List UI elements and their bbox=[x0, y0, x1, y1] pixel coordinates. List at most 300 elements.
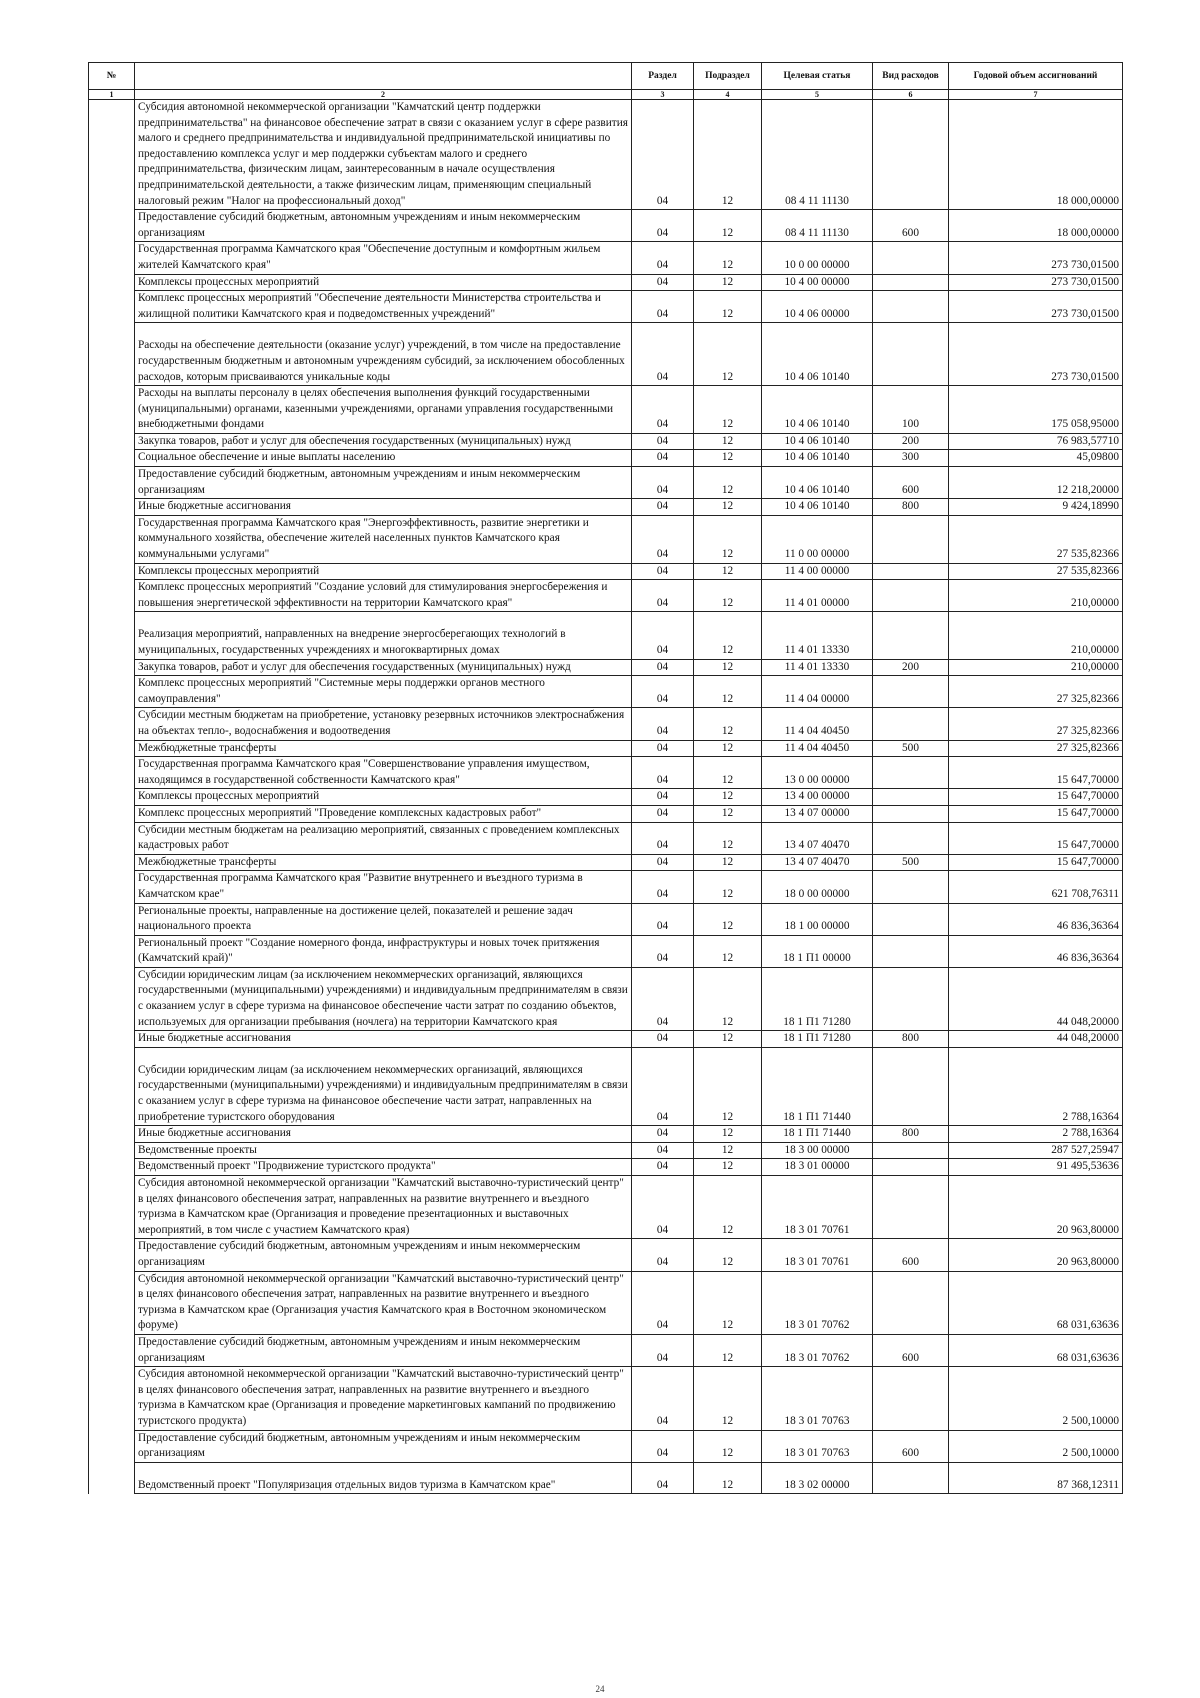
row-target-code: 10 0 00 00000 bbox=[762, 242, 873, 274]
row-target-code: 18 3 01 70762 bbox=[762, 1271, 873, 1334]
row-target-code: 08 4 11 11130 bbox=[762, 210, 873, 242]
table-row bbox=[89, 1159, 1123, 1176]
page-number: 24 bbox=[595, 1684, 605, 1694]
row-expense-type: 300 bbox=[873, 450, 949, 467]
row-number-cell bbox=[89, 740, 135, 757]
row-number-cell bbox=[89, 1031, 135, 1048]
row-number-cell bbox=[89, 822, 135, 854]
row-expense-type bbox=[873, 323, 949, 386]
row-description: Ведомственный проект "Популяризация отдельных видов туризма в Камчатском крае" bbox=[135, 1462, 632, 1494]
row-razdel: 04 bbox=[632, 708, 694, 740]
table-row bbox=[89, 1239, 1123, 1271]
row-number-cell bbox=[89, 1367, 135, 1430]
row-number-cell bbox=[89, 676, 135, 708]
row-podrazdel: 12 bbox=[694, 805, 762, 822]
row-podrazdel: 12 bbox=[694, 580, 762, 612]
row-podrazdel: 12 bbox=[694, 1142, 762, 1159]
row-razdel: 04 bbox=[632, 291, 694, 323]
row-expense-type: 800 bbox=[873, 1031, 949, 1048]
table-row bbox=[89, 935, 1123, 967]
row-number-cell bbox=[89, 563, 135, 580]
table-row bbox=[89, 563, 1123, 580]
row-number-cell bbox=[89, 967, 135, 1030]
row-amount: 15 647,70000 bbox=[949, 789, 1123, 806]
table-row bbox=[89, 499, 1123, 516]
row-podrazdel: 12 bbox=[694, 1159, 762, 1176]
row-razdel: 04 bbox=[632, 659, 694, 676]
row-target-code: 18 1 П1 00000 bbox=[762, 935, 873, 967]
row-amount: 15 647,70000 bbox=[949, 854, 1123, 871]
row-number-cell bbox=[89, 935, 135, 967]
row-amount: 20 963,80000 bbox=[949, 1239, 1123, 1271]
row-target-code: 18 3 01 70763 bbox=[762, 1430, 873, 1462]
row-podrazdel: 12 bbox=[694, 467, 762, 499]
row-podrazdel: 12 bbox=[694, 1430, 762, 1462]
row-target-code: 18 1 00 00000 bbox=[762, 903, 873, 935]
row-razdel: 04 bbox=[632, 1462, 694, 1494]
row-amount: 46 836,36364 bbox=[949, 935, 1123, 967]
row-podrazdel: 12 bbox=[694, 386, 762, 434]
column-number: 7 bbox=[949, 90, 1123, 100]
row-description: Комплекс процессных мероприятий "Создание условий для стимулирования энергосбережения и повышения энергетической эффективности на территории Камчатского края" bbox=[135, 580, 632, 612]
row-target-code: 10 4 06 00000 bbox=[762, 291, 873, 323]
row-amount: 175 058,95000 bbox=[949, 386, 1123, 434]
header-podrazdel: Подраздел bbox=[694, 63, 762, 90]
table-row bbox=[89, 242, 1123, 274]
row-amount: 210,00000 bbox=[949, 659, 1123, 676]
row-razdel: 04 bbox=[632, 1159, 694, 1176]
row-razdel: 04 bbox=[632, 386, 694, 434]
row-number-cell bbox=[89, 1142, 135, 1159]
row-podrazdel: 12 bbox=[694, 274, 762, 291]
row-amount: 15 647,70000 bbox=[949, 805, 1123, 822]
table-row bbox=[89, 1334, 1123, 1366]
row-number-cell bbox=[89, 580, 135, 612]
row-podrazdel: 12 bbox=[694, 789, 762, 806]
row-target-code: 18 1 П1 71440 bbox=[762, 1047, 873, 1125]
row-podrazdel: 12 bbox=[694, 822, 762, 854]
row-razdel: 04 bbox=[632, 100, 694, 210]
row-expense-type bbox=[873, 291, 949, 323]
row-number-cell bbox=[89, 1462, 135, 1494]
row-expense-type bbox=[873, 100, 949, 210]
row-amount: 44 048,20000 bbox=[949, 967, 1123, 1030]
row-razdel: 04 bbox=[632, 822, 694, 854]
table-row bbox=[89, 612, 1123, 659]
row-podrazdel: 12 bbox=[694, 499, 762, 516]
row-podrazdel: 12 bbox=[694, 100, 762, 210]
row-description: Предоставление субсидий бюджетным, автономным учреждениям и иным некоммерческим организациям bbox=[135, 467, 632, 499]
row-expense-type bbox=[873, 757, 949, 789]
row-podrazdel: 12 bbox=[694, 612, 762, 659]
row-razdel: 04 bbox=[632, 499, 694, 516]
row-description: Государственная программа Камчатского края "Развитие внутреннего и въездного туризма в Камчатском крае" bbox=[135, 871, 632, 903]
row-expense-type bbox=[873, 1047, 949, 1125]
row-razdel: 04 bbox=[632, 676, 694, 708]
row-podrazdel: 12 bbox=[694, 757, 762, 789]
row-number-cell bbox=[89, 757, 135, 789]
table-row bbox=[89, 967, 1123, 1030]
table-row bbox=[89, 450, 1123, 467]
row-number-cell bbox=[89, 1430, 135, 1462]
row-number-cell bbox=[89, 515, 135, 563]
row-target-code: 13 4 07 00000 bbox=[762, 805, 873, 822]
row-description: Предоставление субсидий бюджетным, автономным учреждениям и иным некоммерческим организациям bbox=[135, 1239, 632, 1271]
table-row bbox=[89, 433, 1123, 450]
row-target-code: 18 0 00 00000 bbox=[762, 871, 873, 903]
row-number-cell bbox=[89, 433, 135, 450]
row-razdel: 04 bbox=[632, 274, 694, 291]
row-podrazdel: 12 bbox=[694, 1239, 762, 1271]
row-description: Региональные проекты, направленные на достижение целей, показателей и решение задач национального проекта bbox=[135, 903, 632, 935]
column-number: 2 bbox=[135, 90, 632, 100]
row-target-code: 18 1 П1 71280 bbox=[762, 1031, 873, 1048]
row-target-code: 13 4 07 40470 bbox=[762, 854, 873, 871]
row-amount: 2 500,10000 bbox=[949, 1367, 1123, 1430]
row-expense-type bbox=[873, 515, 949, 563]
row-number-cell bbox=[89, 100, 135, 210]
row-expense-type: 200 bbox=[873, 433, 949, 450]
row-podrazdel: 12 bbox=[694, 291, 762, 323]
row-target-code: 18 1 П1 71440 bbox=[762, 1126, 873, 1143]
row-razdel: 04 bbox=[632, 433, 694, 450]
row-target-code: 18 3 01 00000 bbox=[762, 1159, 873, 1176]
row-expense-type: 500 bbox=[873, 854, 949, 871]
row-description: Комплекс процессных мероприятий "Проведение комплексных кадастровых работ" bbox=[135, 805, 632, 822]
table-row bbox=[89, 757, 1123, 789]
row-target-code: 18 3 01 70761 bbox=[762, 1239, 873, 1271]
row-description: Субсидии местным бюджетам на реализацию мероприятий, связанных с проведением комплексных кадастровых работ bbox=[135, 822, 632, 854]
row-target-code: 10 4 06 10140 bbox=[762, 450, 873, 467]
column-number: 6 bbox=[873, 90, 949, 100]
row-podrazdel: 12 bbox=[694, 563, 762, 580]
column-number: 3 bbox=[632, 90, 694, 100]
row-razdel: 04 bbox=[632, 1271, 694, 1334]
row-razdel: 04 bbox=[632, 242, 694, 274]
header-razdel: Раздел bbox=[632, 63, 694, 90]
row-number-cell bbox=[89, 871, 135, 903]
row-razdel: 04 bbox=[632, 903, 694, 935]
row-description: Комплексы процессных мероприятий bbox=[135, 274, 632, 291]
row-razdel: 04 bbox=[632, 967, 694, 1030]
row-number-cell bbox=[89, 903, 135, 935]
row-razdel: 04 bbox=[632, 805, 694, 822]
row-description: Комплекс процессных мероприятий "Обеспечение деятельности Министерства строительства и жилищной политики Камчатского края и подведомственных учреждений" bbox=[135, 291, 632, 323]
row-amount: 2 788,16364 bbox=[949, 1126, 1123, 1143]
row-expense-type bbox=[873, 1142, 949, 1159]
row-amount: 287 527,25947 bbox=[949, 1142, 1123, 1159]
table-row bbox=[89, 1031, 1123, 1048]
row-number-cell bbox=[89, 789, 135, 806]
row-description: Межбюджетные трансферты bbox=[135, 854, 632, 871]
row-expense-type: 100 bbox=[873, 386, 949, 434]
row-amount: 46 836,36364 bbox=[949, 903, 1123, 935]
row-description: Иные бюджетные ассигнования bbox=[135, 1126, 632, 1143]
budget-table bbox=[88, 62, 1123, 1494]
row-target-code: 11 4 04 40450 bbox=[762, 708, 873, 740]
header-sum: Годовой объем ассигнований bbox=[949, 63, 1123, 90]
row-amount: 27 325,82366 bbox=[949, 740, 1123, 757]
row-razdel: 04 bbox=[632, 1430, 694, 1462]
row-description: Комплексы процессных мероприятий bbox=[135, 563, 632, 580]
table-row bbox=[89, 854, 1123, 871]
row-description: Государственная программа Камчатского края "Обеспечение доступным и комфортным жильем жителей Камчатского края" bbox=[135, 242, 632, 274]
table-row bbox=[89, 1126, 1123, 1143]
row-amount: 15 647,70000 bbox=[949, 822, 1123, 854]
row-amount: 91 495,53636 bbox=[949, 1159, 1123, 1176]
row-amount: 621 708,76311 bbox=[949, 871, 1123, 903]
row-podrazdel: 12 bbox=[694, 242, 762, 274]
row-number-cell bbox=[89, 323, 135, 386]
row-podrazdel: 12 bbox=[694, 935, 762, 967]
row-target-code: 11 0 00 00000 bbox=[762, 515, 873, 563]
row-description: Субсидия автономной некоммерческой организации "Камчатский центр поддержки предпринимательства" на финансовое обеспечение затрат в связи с оказанием услуг в сфере развития малого и среднего предпринимательства и индивидуальной предпринимательской инициативы по предоставлению комплекса услуг и мер поддержки субъектам малого и среднего предпринимательства, физическим лицам, заинтересованным в начале осуществления предпринимательской деятельности, а также физическим лицам, применяющим специальный налоговый режим "Налог на профессиональный доход" bbox=[135, 100, 632, 210]
row-target-code: 18 3 01 70763 bbox=[762, 1367, 873, 1430]
row-expense-type: 800 bbox=[873, 1126, 949, 1143]
row-podrazdel: 12 bbox=[694, 708, 762, 740]
row-podrazdel: 12 bbox=[694, 967, 762, 1030]
row-target-code: 13 4 00 00000 bbox=[762, 789, 873, 806]
table-row bbox=[89, 1176, 1123, 1239]
row-target-code: 11 4 04 00000 bbox=[762, 676, 873, 708]
row-description: Государственная программа Камчатского края "Энергоэффективность, развитие энергетики и коммунального хозяйства, обеспечение жителей населенных пунктов Камчатского края коммунальными услугами" bbox=[135, 515, 632, 563]
row-description: Закупка товаров, работ и услуг для обеспечения государственных (муниципальных) нужд bbox=[135, 659, 632, 676]
row-expense-type bbox=[873, 580, 949, 612]
row-number-cell bbox=[89, 1126, 135, 1143]
table-row bbox=[89, 1271, 1123, 1334]
row-razdel: 04 bbox=[632, 1047, 694, 1125]
column-number-row bbox=[89, 90, 1123, 100]
row-amount: 273 730,01500 bbox=[949, 291, 1123, 323]
row-expense-type bbox=[873, 242, 949, 274]
row-razdel: 04 bbox=[632, 935, 694, 967]
row-amount: 273 730,01500 bbox=[949, 323, 1123, 386]
row-amount: 18 000,00000 bbox=[949, 210, 1123, 242]
row-podrazdel: 12 bbox=[694, 515, 762, 563]
row-expense-type: 500 bbox=[873, 740, 949, 757]
row-expense-type bbox=[873, 676, 949, 708]
row-target-code: 11 4 01 13330 bbox=[762, 659, 873, 676]
table-row bbox=[89, 903, 1123, 935]
row-number-cell bbox=[89, 291, 135, 323]
row-podrazdel: 12 bbox=[694, 450, 762, 467]
row-podrazdel: 12 bbox=[694, 854, 762, 871]
table-row bbox=[89, 789, 1123, 806]
row-podrazdel: 12 bbox=[694, 323, 762, 386]
row-amount: 273 730,01500 bbox=[949, 242, 1123, 274]
header-desc bbox=[135, 63, 632, 90]
row-description: Иные бюджетные ассигнования bbox=[135, 1031, 632, 1048]
row-podrazdel: 12 bbox=[694, 903, 762, 935]
table-row bbox=[89, 708, 1123, 740]
row-amount: 44 048,20000 bbox=[949, 1031, 1123, 1048]
row-amount: 87 368,12311 bbox=[949, 1462, 1123, 1494]
row-description: Субсидия автономной некоммерческой организации "Камчатский выставочно-туристический центр" в целях финансового обеспечения затрат, направленных на развитие внутреннего и въездного туризма в Камчатском крае (Организация участия Камчатского края в Восточном экономическом форуме) bbox=[135, 1271, 632, 1334]
row-razdel: 04 bbox=[632, 1367, 694, 1430]
table-row bbox=[89, 822, 1123, 854]
row-target-code: 18 3 01 70761 bbox=[762, 1176, 873, 1239]
row-expense-type bbox=[873, 1176, 949, 1239]
row-razdel: 04 bbox=[632, 323, 694, 386]
row-amount: 15 647,70000 bbox=[949, 757, 1123, 789]
row-description: Иные бюджетные ассигнования bbox=[135, 499, 632, 516]
row-number-cell bbox=[89, 612, 135, 659]
row-expense-type bbox=[873, 1367, 949, 1430]
header-vid: Вид расходов bbox=[873, 63, 949, 90]
table-row bbox=[89, 1367, 1123, 1430]
row-amount: 27 535,82366 bbox=[949, 515, 1123, 563]
row-expense-type bbox=[873, 789, 949, 806]
row-razdel: 04 bbox=[632, 871, 694, 903]
header-row bbox=[89, 63, 1123, 90]
row-number-cell bbox=[89, 499, 135, 516]
row-description: Социальное обеспечение и иные выплаты населению bbox=[135, 450, 632, 467]
row-description: Комплекс процессных мероприятий "Системные меры поддержки органов местного самоуправления" bbox=[135, 676, 632, 708]
row-number-cell bbox=[89, 1159, 135, 1176]
row-target-code: 10 4 06 10140 bbox=[762, 386, 873, 434]
budget-table-sheet bbox=[88, 62, 1122, 1494]
table-row bbox=[89, 1462, 1123, 1494]
row-description: Субсидия автономной некоммерческой организации "Камчатский выставочно-туристический центр" в целях финансового обеспечения затрат, направленных на развитие внутреннего и въездного туризма в Камчатском крае (Организация и проведение маркетинговых кампаний по продвижению туристского продукта) bbox=[135, 1367, 632, 1430]
row-description: Предоставление субсидий бюджетным, автономным учреждениям и иным некоммерческим организациям bbox=[135, 1334, 632, 1366]
row-target-code: 18 3 01 70762 bbox=[762, 1334, 873, 1366]
table-row bbox=[89, 291, 1123, 323]
row-razdel: 04 bbox=[632, 1176, 694, 1239]
table-row bbox=[89, 805, 1123, 822]
row-description: Предоставление субсидий бюджетным, автономным учреждениям и иным некоммерческим организациям bbox=[135, 1430, 632, 1462]
row-number-cell bbox=[89, 450, 135, 467]
row-expense-type bbox=[873, 822, 949, 854]
header-target: Целевая статья bbox=[762, 63, 873, 90]
row-number-cell bbox=[89, 274, 135, 291]
row-number-cell bbox=[89, 1334, 135, 1366]
row-razdel: 04 bbox=[632, 757, 694, 789]
table-row bbox=[89, 1047, 1123, 1125]
row-podrazdel: 12 bbox=[694, 1047, 762, 1125]
row-razdel: 04 bbox=[632, 1239, 694, 1271]
row-description: Субсидии местным бюджетам на приобретение, установку резервных источников электроснабжения на объектах тепло-, водоснабжения и водоотведения bbox=[135, 708, 632, 740]
row-target-code: 11 4 01 13330 bbox=[762, 612, 873, 659]
row-razdel: 04 bbox=[632, 612, 694, 659]
row-expense-type bbox=[873, 967, 949, 1030]
row-razdel: 04 bbox=[632, 1031, 694, 1048]
row-amount: 2 500,10000 bbox=[949, 1430, 1123, 1462]
row-expense-type bbox=[873, 1271, 949, 1334]
row-podrazdel: 12 bbox=[694, 1462, 762, 1494]
table-row bbox=[89, 323, 1123, 386]
row-target-code: 10 4 00 00000 bbox=[762, 274, 873, 291]
row-description: Региональный проект "Создание номерного фонда, инфраструктуры и новых точек притяжения (Камчатский край)" bbox=[135, 935, 632, 967]
row-target-code: 13 4 07 40470 bbox=[762, 822, 873, 854]
row-expense-type: 600 bbox=[873, 1430, 949, 1462]
row-amount: 2 788,16364 bbox=[949, 1047, 1123, 1125]
row-description: Реализация мероприятий, направленных на внедрение энергосберегающих технологий в муниципальных, государственных учреждениях и многоквартирных домах bbox=[135, 612, 632, 659]
row-podrazdel: 12 bbox=[694, 1367, 762, 1430]
row-expense-type bbox=[873, 935, 949, 967]
row-razdel: 04 bbox=[632, 1126, 694, 1143]
row-target-code: 08 4 11 11130 bbox=[762, 100, 873, 210]
row-description: Предоставление субсидий бюджетным, автономным учреждениям и иным некоммерческим организациям bbox=[135, 210, 632, 242]
row-podrazdel: 12 bbox=[694, 1031, 762, 1048]
table-row bbox=[89, 515, 1123, 563]
row-expense-type bbox=[873, 903, 949, 935]
row-expense-type: 600 bbox=[873, 467, 949, 499]
row-amount: 45,09800 bbox=[949, 450, 1123, 467]
row-number-cell bbox=[89, 242, 135, 274]
row-razdel: 04 bbox=[632, 1334, 694, 1366]
row-expense-type: 600 bbox=[873, 1334, 949, 1366]
row-number-cell bbox=[89, 659, 135, 676]
row-description: Комплексы процессных мероприятий bbox=[135, 789, 632, 806]
row-amount: 27 325,82366 bbox=[949, 676, 1123, 708]
row-amount: 273 730,01500 bbox=[949, 274, 1123, 291]
row-podrazdel: 12 bbox=[694, 1334, 762, 1366]
row-amount: 9 424,18990 bbox=[949, 499, 1123, 516]
row-target-code: 10 4 06 10140 bbox=[762, 433, 873, 450]
row-amount: 27 325,82366 bbox=[949, 708, 1123, 740]
table-row bbox=[89, 871, 1123, 903]
row-razdel: 04 bbox=[632, 450, 694, 467]
row-podrazdel: 12 bbox=[694, 433, 762, 450]
row-description: Субсидия автономной некоммерческой организации "Камчатский выставочно-туристический центр" в целях финансового обеспечения затрат, направленных на развитие внутреннего и въездного туризма в Камчатском крае (Организация и проведение презентационных и выставочных мероприятий, в том числе с участием Камчатского края) bbox=[135, 1176, 632, 1239]
row-target-code: 10 4 06 10140 bbox=[762, 499, 873, 516]
row-description: Субсидии юридическим лицам (за исключением некоммерческих организаций, являющихся государственными (муниципальными) учреждениями) и индивидуальным предпринимателям в связи с оказанием услуг в сфере туризма на финансовое обеспечение части затрат, направленных на приобретение туристского оборудования bbox=[135, 1047, 632, 1125]
row-podrazdel: 12 bbox=[694, 871, 762, 903]
row-description: Ведомственные проекты bbox=[135, 1142, 632, 1159]
table-row bbox=[89, 274, 1123, 291]
row-description: Расходы на выплаты персоналу в целях обеспечения выполнения функций государственными (муниципальными) органами, казенными учреждениями, органами управления государственными внебюджетными фондами bbox=[135, 386, 632, 434]
row-description: Государственная программа Камчатского края "Совершенствование управления имуществом, находящимся в государственной собственности Камчатского края" bbox=[135, 757, 632, 789]
table-row bbox=[89, 676, 1123, 708]
row-expense-type bbox=[873, 563, 949, 580]
row-target-code: 10 4 06 10140 bbox=[762, 467, 873, 499]
column-number: 1 bbox=[89, 90, 135, 100]
row-description: Расходы на обеспечение деятельности (оказание услуг) учреждений, в том числе на предоставление государственным бюджетным и автономным учреждениям субсидий, за исключением обособленных расходов, которым присваиваются уникальные коды bbox=[135, 323, 632, 386]
table-row bbox=[89, 100, 1123, 210]
row-expense-type bbox=[873, 1462, 949, 1494]
row-target-code: 18 3 02 00000 bbox=[762, 1462, 873, 1494]
row-razdel: 04 bbox=[632, 563, 694, 580]
row-amount: 18 000,00000 bbox=[949, 100, 1123, 210]
row-expense-type bbox=[873, 708, 949, 740]
row-number-cell bbox=[89, 1239, 135, 1271]
table-row bbox=[89, 210, 1123, 242]
row-expense-type bbox=[873, 1159, 949, 1176]
row-target-code: 11 4 04 40450 bbox=[762, 740, 873, 757]
table-row bbox=[89, 580, 1123, 612]
row-expense-type: 200 bbox=[873, 659, 949, 676]
table-row bbox=[89, 1142, 1123, 1159]
row-podrazdel: 12 bbox=[694, 659, 762, 676]
row-razdel: 04 bbox=[632, 740, 694, 757]
row-number-cell bbox=[89, 467, 135, 499]
row-podrazdel: 12 bbox=[694, 210, 762, 242]
row-amount: 210,00000 bbox=[949, 612, 1123, 659]
row-amount: 12 218,20000 bbox=[949, 467, 1123, 499]
row-expense-type bbox=[873, 274, 949, 291]
row-razdel: 04 bbox=[632, 515, 694, 563]
row-number-cell bbox=[89, 708, 135, 740]
row-target-code: 18 1 П1 71280 bbox=[762, 967, 873, 1030]
row-amount: 68 031,63636 bbox=[949, 1271, 1123, 1334]
row-description: Субсидии юридическим лицам (за исключением некоммерческих организаций, являющихся государственными (муниципальными) учреждениями) и индивидуальным предпринимателям в связи с оказанием услуг в сфере туризма на финансовое обеспечение части затрат по созданию объектов, используемых для организации пребывания (ночлега) на территории Камчатского края bbox=[135, 967, 632, 1030]
table-row bbox=[89, 740, 1123, 757]
column-number: 5 bbox=[762, 90, 873, 100]
row-podrazdel: 12 bbox=[694, 1271, 762, 1334]
row-expense-type bbox=[873, 805, 949, 822]
table-row bbox=[89, 1430, 1123, 1462]
row-number-cell bbox=[89, 805, 135, 822]
